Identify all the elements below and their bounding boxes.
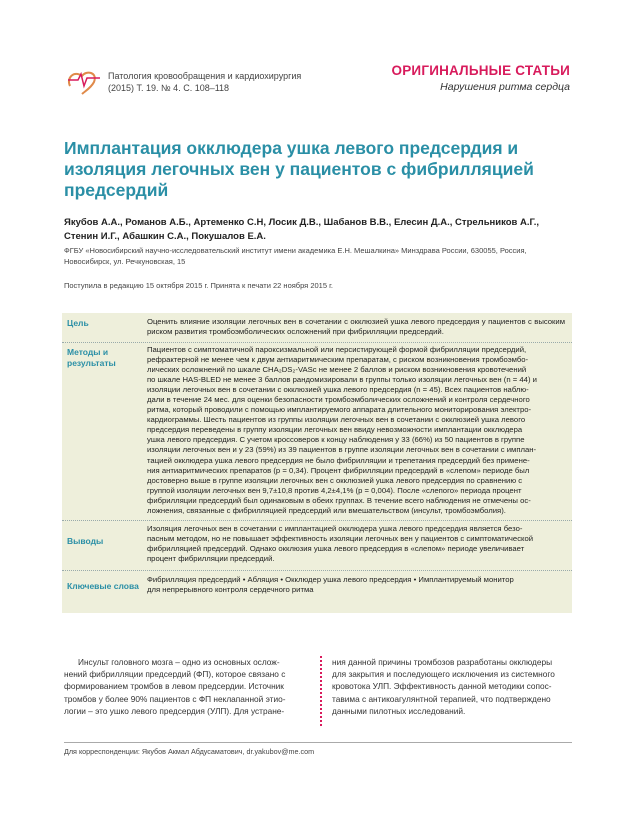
- abstract-divider: [62, 570, 572, 571]
- text-line: нений фибрилляции предсердий (ФП), которое связано с: [64, 669, 286, 680]
- text-line: рефрактерной не менее чем к двум антиаритмическим препаратам, с риском возникновения тромбоэмбо-: [147, 355, 529, 365]
- text-line: ритма, который проводили с помощью имплантируемого аппарата длительного мониторирования электро-: [147, 405, 532, 415]
- text-line: фибрилляции предсердий был одинаковым в обеих группах. В течение всего наблюдения не отмечены ос-: [147, 495, 531, 505]
- affiliation: ФГБУ «Новосибирский научно-исследовательский институт имени академика Е.Н. Мешалкина» Минздрава России, 630055, Россия, Новосибирск, ул. Речкуновская, 15: [64, 246, 527, 266]
- text-line: по шкале HAS-BLED не менее 3 баллов рандомизировали в группы только изоляции легочных вен (n = 44) и: [147, 375, 537, 385]
- text-line: пасным методом, но не повышает эффективность изоляции легочных вен у пациентов с симптоматической: [147, 534, 534, 544]
- correspondence-footnote: Для корреспонденции: Якубов Акмал Абдусаматович, dr.yakubov@me.com: [64, 747, 315, 756]
- text-line: изоляции легочных вен и у 23 (59%) из 39 пациентов в группе изоляции легочных вен в сочетании с имплан-: [147, 445, 537, 455]
- journal-issue: (2015) Т. 19. № 4. С. 108–118: [108, 83, 230, 93]
- text-line: тацией окклюдера ушка левого предсердия не было фибрилляции и трепетания предсердий без примене-: [147, 455, 530, 465]
- goal-label: Цель: [67, 318, 89, 328]
- text-line: кровотока УЛП. Эффективность данной методики сопос-: [332, 681, 552, 692]
- heart-logo-icon: [64, 66, 104, 96]
- text-line: кардиограммы. Шесть пациентов из группы изоляции легочных вен в сочетании с окклюзией ушка левого: [147, 415, 526, 425]
- abstract-divider: [62, 342, 572, 343]
- text-line: фибрилляцией предсердий. Однако окклюзия ушка левого предсердия в «слепом» периоде увеличивает: [147, 544, 525, 554]
- keywords-label: Ключевые слова: [67, 581, 139, 591]
- text-line: ушка левого предсердия. С учетом кроссоверов к концу наблюдения у 33 (66%) из 50 пациентов в группе: [147, 435, 525, 445]
- text-line: процент фибрилляции предсердий.: [147, 554, 275, 564]
- text-line: для непрерывного контроля сердечного ритма: [147, 585, 314, 595]
- text-line: для закрытия и последующего исключения из системного: [332, 669, 555, 680]
- text-line: изоляции легочных вен в сочетании с окклюзией ушка левого предсердия (n = 45). Всех пациентов наблю-: [147, 385, 529, 395]
- conclusions-label: Выводы: [67, 536, 104, 546]
- body-column-left: [64, 656, 309, 717]
- text-line: данными пилотных исследований.: [332, 705, 466, 716]
- methods-label-line: Методы и: [67, 347, 109, 357]
- text-line: Изоляция легочных вен в сочетании с имплантацией окклюдера ушка левого предсердия является безо-: [147, 524, 523, 533]
- text-line: достоверно выше в группе изоляции легочных вен с окклюзией ушка левого предсердия по сравнению с: [147, 475, 523, 485]
- conclusions-text: [147, 524, 565, 564]
- text-line: ния антиаритмических препаратов (p = 0,34). Процент фибрилляции предсердий в «слепом» периоде был: [147, 465, 530, 475]
- text-line: Пациентов с симптоматичной пароксизмальной или персистирующей формой фибрилляции предсердий,: [147, 345, 527, 354]
- text-line: тавима с антикоагулянтной терапией, что подтверждено: [332, 693, 551, 704]
- keywords-text: [147, 575, 565, 595]
- text-line: предсердия переведены в группу изоляции легочных вен ввиду невозможности имплантации окклюдера: [147, 425, 523, 435]
- text-line: ложнения, связанные с фибрилляцией предсердий или вмешательством (инсульт, тромбоэмболия).: [147, 505, 506, 515]
- goal-text: Оценить влияние изоляции легочных вен в сочетании с окклюзией ушка левого предсердия у пациентов с высоким риском развития тромбоэмболических осложнений при фибрилляции предсердий.: [147, 317, 565, 337]
- text-line: Фибрилляция предсердий • Абляция • Окклюдер ушка левого предсердия • Имплантируемый монитор: [147, 575, 514, 584]
- received-date: Поступила в редакцию 15 октября 2015 г. Принята к печати 22 ноября 2015 г.: [64, 281, 334, 290]
- authors: Якубов А.А., Романов А.Б., Артеменко С.Н, Лосик Д.В., Шабанов В.В., Елесин Д.А., Стрельников А.Г., Стенин И.Г., Абашкин С.А., Покушалов Е.А.: [64, 217, 539, 242]
- text-line: логии – это ушко левого предсердия (УЛП). Для устране-: [64, 705, 285, 716]
- methods-label-line: результаты: [67, 357, 116, 368]
- journal-info: [108, 70, 301, 94]
- abstract-box: [62, 313, 572, 613]
- footer-rule: [64, 742, 572, 743]
- text-line: формированием тромбов в левом предсердии. Источник: [64, 681, 284, 692]
- methods-text: [147, 345, 565, 516]
- text-line: ния данной причины тромбозов разработаны окклюдеры: [332, 657, 553, 667]
- text-line: Инсульт головного мозга – одно из основных ослож-: [78, 657, 280, 667]
- section-title: ОРИГИНАЛЬНЫЕ СТАТЬИ: [391, 63, 570, 78]
- column-divider: [320, 656, 324, 726]
- text-line: тромбов у более 90% пациентов с ФП неклапанной этио-: [64, 693, 286, 704]
- abstract-divider: [62, 520, 572, 521]
- journal-name: Патология кровообращения и кардиохирургия: [108, 71, 302, 81]
- text-line: группой изоляции легочных вен 9,7±10,8 против 4,2±4,1% (p = 0,004). После «слепого» периода процент: [147, 485, 522, 495]
- text-line: дали в течение 24 мес. для оценки безопасности тромбоэмболических осложнений и контроля сердечного: [147, 395, 530, 405]
- text-line: лических осложнений по шкале CHA₂DS₂-VASc не менее 2 баллов и риском возникновения кровотечений: [147, 365, 527, 375]
- body-column-right: [332, 656, 572, 717]
- section-subtitle: Нарушения ритма сердца: [440, 81, 570, 93]
- article-title: Имплантация окклюдера ушка левого предсердия и изоляция легочных вен у пациентов с фибрилляцией предсердий: [64, 138, 534, 200]
- methods-label: [67, 347, 116, 368]
